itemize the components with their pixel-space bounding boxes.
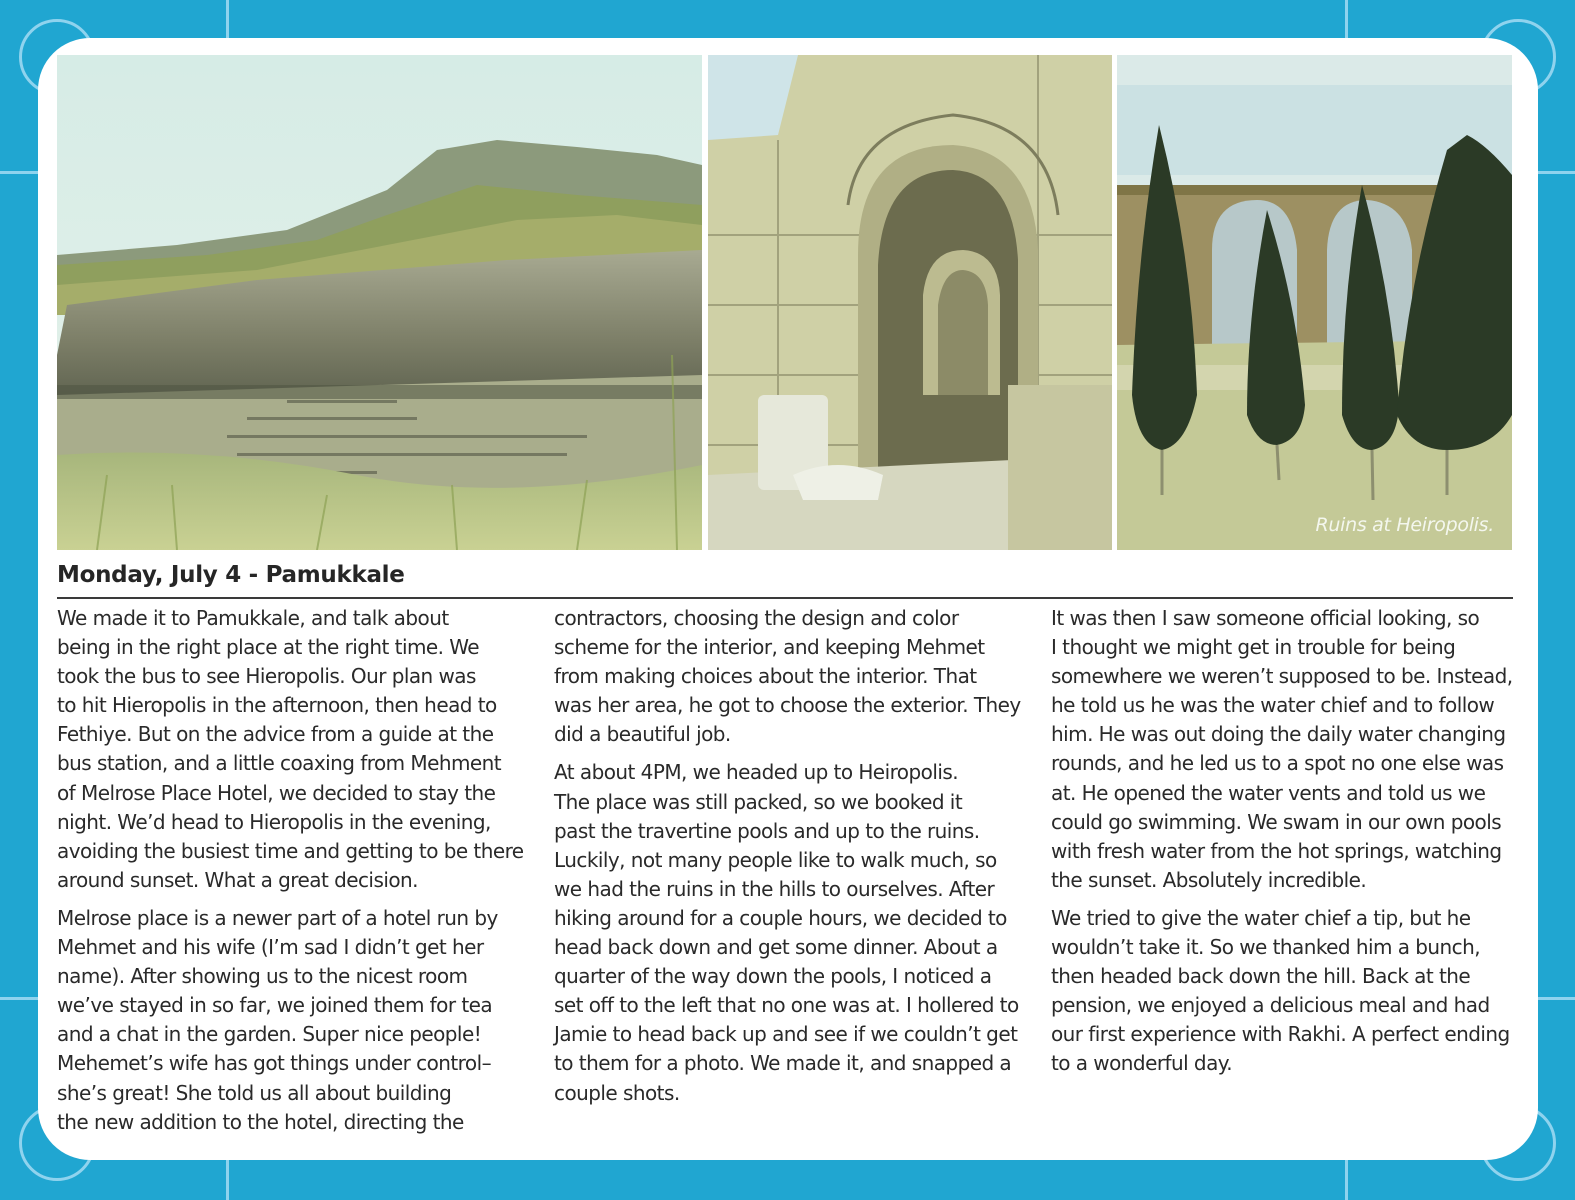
heading-divider: [57, 597, 1513, 599]
text-line: we’ve stayed in so far, we joined them for tea: [57, 993, 493, 1018]
text-line: Mehmet and his wife (I’m sad I didn’t get her: [57, 935, 484, 960]
frame-line-top-right: [1345, 0, 1348, 38]
text-line: We tried to give the water chief a tip, but he: [1051, 905, 1471, 930]
hillside-ruin-inscribed-stone-icon: [57, 55, 702, 550]
text-line: couple shots.: [554, 1080, 680, 1105]
text-line: at. He opened the water vents and told us we: [1051, 780, 1486, 805]
text-line: Mehemet’s wife has got things under control–: [57, 1051, 492, 1076]
text-line: head back down and get some dinner. About a: [554, 935, 998, 960]
text-line: rounds, and he led us to a spot no one else was: [1051, 751, 1504, 776]
text-line: then headed back down the hill. Back at the: [1051, 964, 1471, 989]
text-line: him. He was out doing the daily water changing: [1051, 722, 1506, 747]
text-line: and a chat in the garden. Super nice people!: [57, 1022, 482, 1047]
text-column-3: [1051, 604, 1521, 1088]
frame-line-right-lower: [1538, 997, 1575, 1000]
text-line: past the travertine pools and up to the ruins.: [554, 818, 980, 843]
text-line: It was then I saw someone official looking, so: [1051, 606, 1480, 630]
frame-line-bottom-left: [226, 1160, 229, 1200]
text-line: pension, we enjoyed a delicious meal and had: [1051, 993, 1490, 1018]
paragraph: [57, 904, 527, 1137]
journal-card: [38, 38, 1538, 1160]
photo-stone-archway: [708, 55, 1112, 550]
frame-line-top-left: [226, 0, 229, 38]
photo-hillside-ruin: [57, 55, 702, 550]
text-column-1: [57, 604, 527, 1146]
stone-archway-icon: [708, 55, 1112, 550]
entry-heading: Monday, July 4 - Pamukkale: [57, 562, 405, 588]
text-line: being in the right place at the right time. We: [57, 635, 480, 660]
text-line: set off to the left that no one was at. I hollered to: [554, 993, 1019, 1018]
text-line: bus station, and a little coaxing from Mehment: [57, 751, 502, 776]
text-line: Fethiye. But on the advice from a guide at the: [57, 722, 494, 747]
text-line: she’s great! She told us all about building: [57, 1080, 452, 1105]
text-line: name). After showing us to the nicest room: [57, 964, 468, 989]
text-line: to hit Hieropolis in the afternoon, then head to: [57, 693, 497, 718]
text-line: of Melrose Place Hotel, we decided to stay the: [57, 780, 496, 805]
text-line: could go swimming. We swam in our own pools: [1051, 809, 1502, 834]
text-line: I thought we might get in trouble for being: [1051, 635, 1456, 660]
text-line: Melrose place is a newer part of a hotel run by: [57, 905, 498, 930]
text-line: around sunset. What a great decision.: [57, 867, 418, 892]
text-line: the sunset. Absolutely incredible.: [1051, 867, 1367, 892]
frame-line-left-lower: [0, 997, 38, 1000]
paragraph: [1051, 604, 1521, 895]
text-line: quarter of the way down the pools, I noticed a: [554, 964, 992, 989]
text-line: did a beautiful job.: [554, 722, 731, 747]
text-line: he told us he was the water chief and to follow: [1051, 693, 1495, 718]
text-line: from making choices about the interior. That: [554, 664, 977, 689]
text-line: somewhere we weren’t supposed to be. Instead,: [1051, 664, 1513, 689]
frame-line-left-upper: [0, 171, 38, 174]
text-line: hiking around for a couple hours, we decided to: [554, 905, 1007, 930]
cypress-trees-aqueduct-icon: [1117, 55, 1512, 550]
text-line: Luckily, not many people like to walk much, so: [554, 847, 997, 872]
frame-line-bottom-right: [1345, 1160, 1348, 1200]
frame-line-right-upper: [1538, 171, 1575, 174]
text-line: night. We’d head to Hieropolis in the evening,: [57, 809, 491, 834]
paragraph: [57, 604, 527, 895]
text-line: our first experience with Rakhi. A perfect ending: [1051, 1022, 1510, 1047]
text-line: was her area, he got to choose the exterior. They: [554, 693, 1021, 718]
photo-cypress-ruins: [1117, 55, 1512, 550]
text-line: scheme for the interior, and keeping Mehmet: [554, 635, 985, 660]
text-line: to a wonderful day.: [1051, 1051, 1233, 1076]
text-line: avoiding the busiest time and getting to be there: [57, 838, 524, 863]
text-line: wouldn’t take it. So we thanked him a bunch,: [1051, 935, 1481, 960]
text-line: contractors, choosing the design and color: [554, 606, 959, 630]
text-line: The place was still packed, so we booked it: [554, 789, 963, 814]
paragraph: [554, 758, 1024, 1107]
paragraph: [1051, 904, 1521, 1079]
text-line: We made it to Pamukkale, and talk about: [57, 606, 449, 630]
text-line: we had the ruins in the hills to ourselves. After: [554, 876, 995, 901]
paragraph: [554, 604, 1024, 749]
text-line: At about 4PM, we headed up to Heiropolis.: [554, 760, 959, 785]
text-line: the new addition to the hotel, directing the: [57, 1109, 464, 1134]
text-line: to them for a photo. We made it, and snapped a: [554, 1051, 1012, 1076]
text-line: took the bus to see Hieropolis. Our plan was: [57, 664, 476, 689]
text-line: with fresh water from the hot springs, watching: [1051, 838, 1502, 863]
text-column-2: [554, 604, 1024, 1117]
text-line: Jamie to head back up and see if we couldn’t get: [554, 1022, 1018, 1047]
photo-caption: Ruins at Heiropolis.: [1315, 514, 1494, 536]
